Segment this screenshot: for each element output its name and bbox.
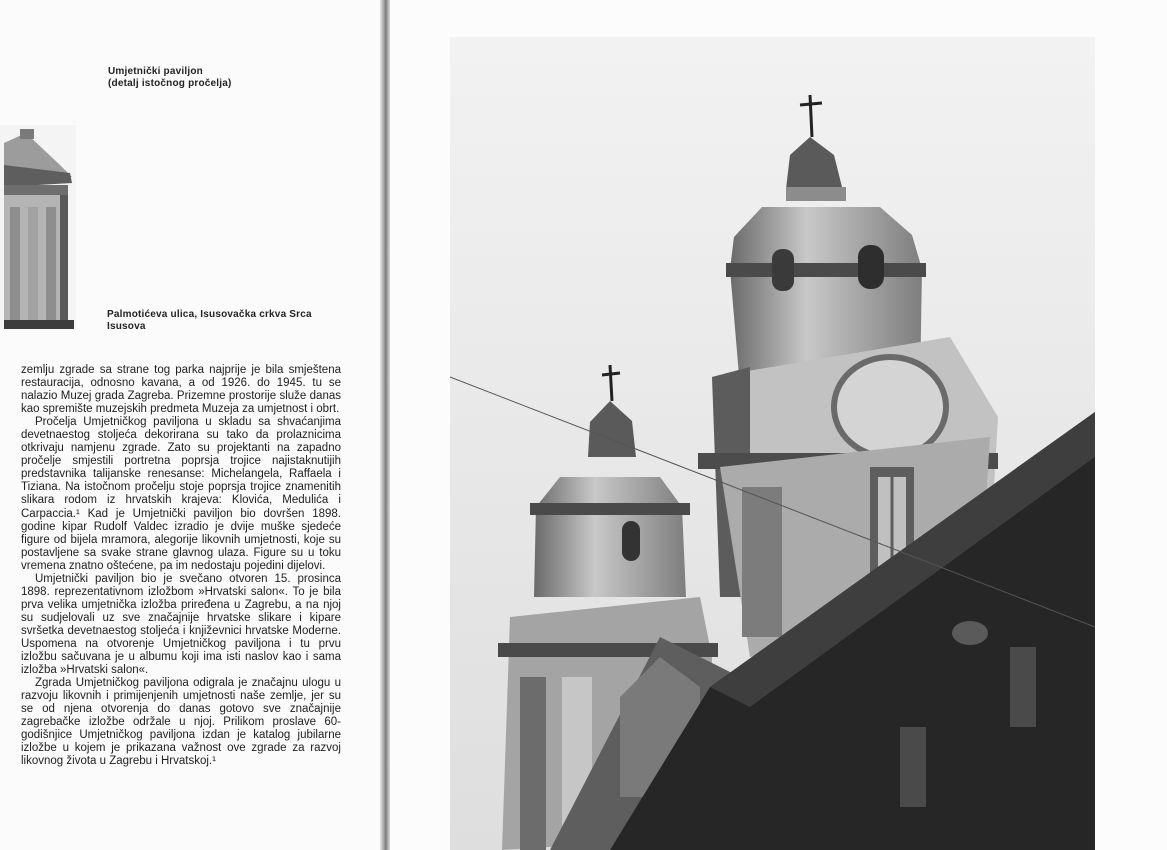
body-text: [21, 364, 341, 768]
caption-church-line1: Palmotićeva ulica, Isusovačka crkva Srca: [107, 309, 312, 320]
caption-pavilion: [108, 66, 232, 90]
body-paragraph: Umjetnički paviljon bio je svečano otvoren 15. prosinca 1898. reprezentativnom izložbom »Hrvatski salon«. To je bila prva velika umjetnička izložba priređena u Zagrebu, a na njoj su sudjelovali uz sve značajnije hrvatske slikare i kipare svršetka devetnaestog stoljeća i književnici hrvatske Moderne. Uspomena na otvorenje Umjetničkog paviljona i tu prvu izložbu sačuvana je u albumu koji ima isti naslov kao i sama izložba »Hrvatski salon«.: [21, 572, 341, 677]
caption-pavilion-line1: Umjetnički paviljon: [108, 66, 203, 77]
left-page: [0, 0, 384, 850]
body-paragraph: Pročelja Umjetničkog paviljona u skladu sa shvaćanjima devetnaestog stoljeća dekorirana su tako da prolaznicima otkrivaju namjenu zgrade. Zato su projektanti na zapadno pročelje smjestili portretna poprsja trojice najistaknutijih predstavnika talijanske renesanse: Michelangela, Raffaela i Tiziana. Na istočnom pročelju stoje poprsja trojice znamenitih slikara rodom iz hrvatskih krajeva: Klovića, Medulića i Carpaccia.¹ Kad je Umjetnički paviljon bio dovršen 1898. godine kipar Rudolf Valdec izradio je dvije muške sjedeće figure od bijela mramora, alegorije likovnih umjetnosti, koje su postavljene sa svake strane glavnog ulaza. Figure su u toku vremena znatno oštećene, pa im nedostaju pojedini dijelovi.: [21, 416, 341, 572]
pavilion-detail-photo: [0, 125, 76, 329]
body-paragraph: zemlju zgrade sa strane tog parka najprije je bila smještena restauracija, odnosno kavana, a od 1926. do 1945. tu se nalazio Muzej grada Zagreba. Prizemne prostorije služe danas kao spremište muzejskih predmeta Muzeja za umjetnost i obrt.: [21, 364, 341, 416]
caption-pavilion-line2: (detalj istočnog pročelja): [108, 78, 232, 89]
caption-church-line2: Isusova: [107, 321, 146, 332]
caption-church: [107, 309, 347, 333]
book-gutter: [380, 0, 390, 850]
body-paragraph: Zgrada Umjetničkog paviljona odigrala je značajnu ulogu u razvoju likovnih i primijenjenih umjetnosti naše zemlje, jer su se od njena otvorenja do danas gotovo sve značajnije zagrebačke izložbe održale u njoj. Prilikom proslave 60-godišnjice Umjetničkog paviljona izdan je katalog jubilarne izložbe u kojem je prikazana važnost ove zgrade za razvoj likovnog života u Zagrebu i Hrvatskoj.¹: [21, 677, 341, 768]
church-towers-photo: [450, 37, 1095, 850]
